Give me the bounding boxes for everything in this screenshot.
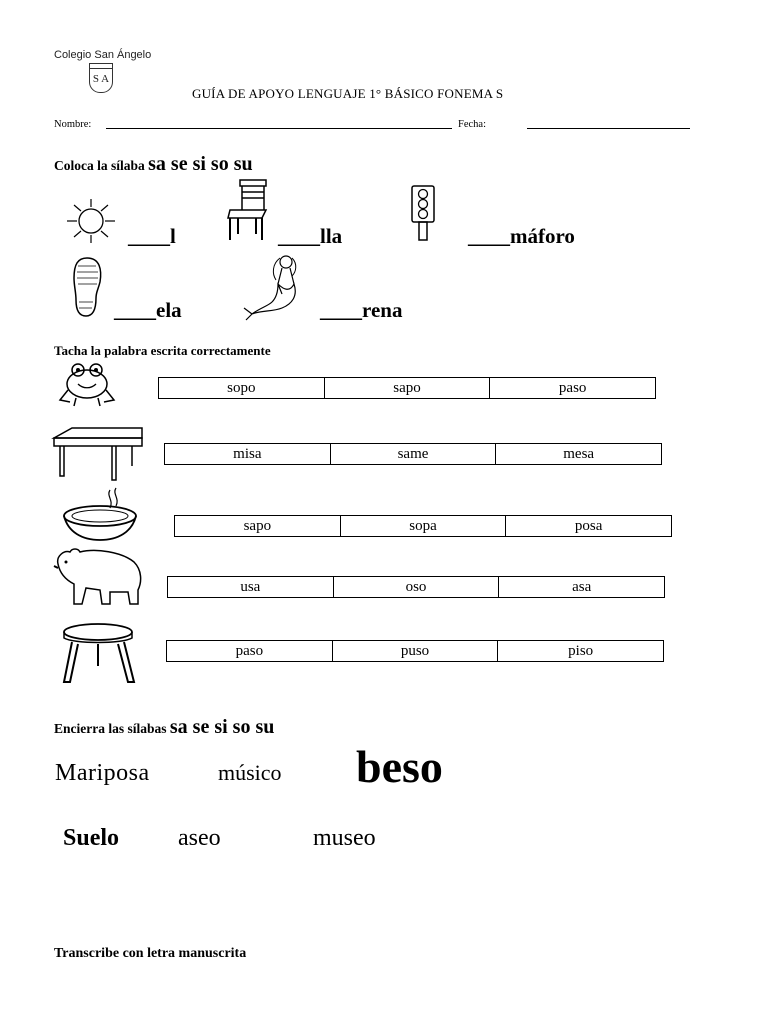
word-cell[interactable]: piso [568,643,594,659]
blank-item-1[interactable]: ____l [128,224,176,248]
word-cell[interactable]: sopa [341,516,507,536]
word-cell[interactable]: paso [167,641,333,661]
sun-icon [62,196,120,246]
word-musico[interactable]: músico [218,760,282,785]
frog-icon [56,360,118,408]
word-row-2 [164,443,662,465]
word-row-1 [158,377,656,399]
section1-instruction: Coloca la sílaba sa se si so su [54,153,253,175]
word-cell[interactable]: mesa [563,446,595,462]
word-museo[interactable]: museo [313,825,376,851]
word-cell[interactable]: sapo [325,378,491,398]
word-cell[interactable]: asa [572,579,592,595]
word-cell[interactable]: sopo [159,378,325,398]
bear-icon [52,546,144,608]
word-mariposa[interactable]: Mariposa [55,760,150,786]
school-crest-icon [89,63,113,93]
mermaid-icon [242,250,318,322]
word-suelo[interactable]: Suelo [63,825,120,851]
soup-bowl-icon [60,486,144,544]
traffic-light-icon [406,184,440,242]
word-cell[interactable]: paso [558,380,587,396]
section3-instruction: Encierra las sílabas sa se si so su [54,716,275,738]
word-cell[interactable]: misa [165,444,331,464]
blank-item-2[interactable]: ____lla [278,224,343,248]
table-icon [52,426,144,482]
crest-letters: S A [92,73,110,85]
blank-item-5[interactable]: ____rena [320,298,403,322]
word-row-4 [167,576,665,598]
word-row-3 [174,515,672,537]
word-row-5 [166,640,664,662]
shoe-sole-icon [70,256,104,318]
stool-icon [58,622,140,686]
word-cell[interactable]: puso [333,641,499,661]
word-cell[interactable]: oso [334,577,500,597]
date-label: Fecha: [458,119,486,130]
word-cell[interactable]: sapo [175,516,341,536]
word-cell[interactable]: same [331,444,497,464]
word-cell[interactable]: usa [168,577,334,597]
section4-instruction: Transcribe con letra manuscrita [54,946,247,961]
chair-icon [226,178,270,242]
section2-instruction: Tacha la palabra escrita correctamente [54,343,271,358]
date-field[interactable] [527,116,690,129]
word-aseo[interactable]: aseo [178,825,221,851]
school-name: Colegio San Ángelo [54,49,152,61]
blank-item-3[interactable]: ____máforo [468,224,575,248]
name-field[interactable] [106,116,452,129]
page-title: GUÍA DE APOYO LENGUAJE 1° BÁSICO FONEMA S [192,86,504,101]
word-cell[interactable]: posa [574,518,603,534]
blank-item-4[interactable]: ____ela [114,298,182,322]
word-beso[interactable]: beso [356,741,443,792]
name-label: Nombre: [54,119,92,130]
